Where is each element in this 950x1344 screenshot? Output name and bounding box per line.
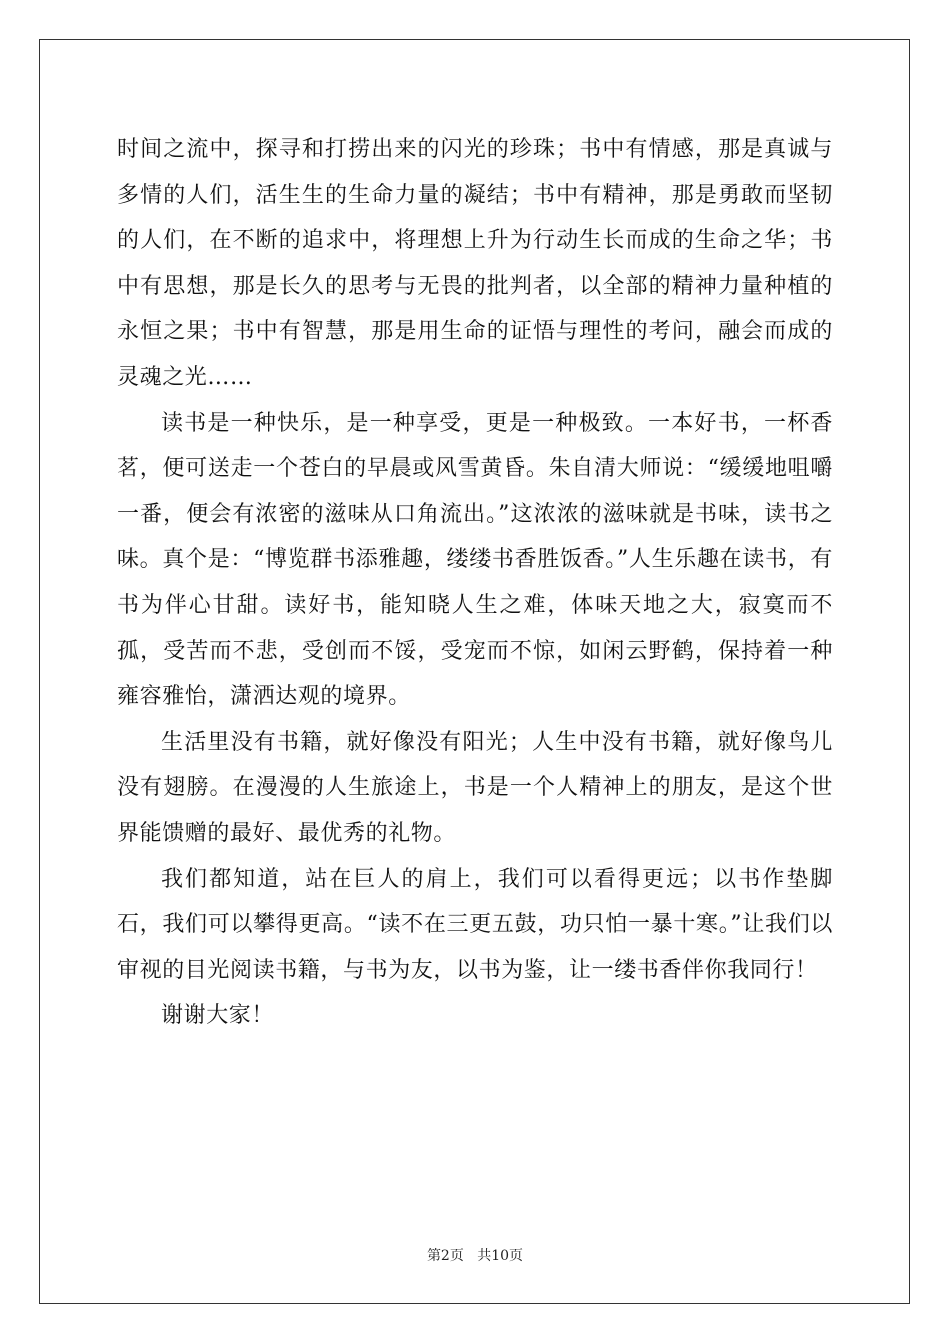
paragraph-4: 我们都知道，站在巨人的肩上，我们可以看得更远；以书作垫脚石，我们可以攀得更高。“读不在三更五鼓，功只怕一暴十寒。”让我们以审视的目光阅读书籍，与书为友，以书为鉴，让一缕书香伴你我同行！ bbox=[117, 866, 833, 983]
paragraph-3: 生活里没有书籍，就好像没有阳光；人生中没有书籍，就好像鸟儿没有翅膀。在漫漫的人生旅途上，书是一个人精神上的朋友，是这个世界能馈赠的最好、最优秀的礼物。 bbox=[117, 729, 833, 846]
document-body bbox=[117, 127, 833, 1039]
paragraph-5: 谢谢大家！ bbox=[161, 1003, 275, 1029]
page-number: 第2页 bbox=[426, 1248, 464, 1264]
page-footer bbox=[0, 1245, 950, 1265]
paragraph-2: 读书是一种快乐，是一种享受，更是一种极致。一本好书，一杯香茗，便可送走一个苍白的早晨或风雪黄昏。朱自清大师说：“缓缓地咀嚼一番，便会有浓密的滋味从口角流出。”这浓浓的滋味就是书味，读书之味。真个是：“博览群书添雅趣，缕缕书香胜饭香。”人生乐趣在读书，有书为伴心甘甜。读好书，能知晓人生之难，体味天地之大，寂寞而不孤，受苦而不悲，受创而不馁，受宠而不惊，如闲云野鹤，保持着一种雍容雅怡，潇洒达观的境界。 bbox=[117, 410, 833, 710]
page-total: 共10页 bbox=[477, 1248, 524, 1264]
paragraph-1: 时间之流中，探寻和打捞出来的闪光的珍珠；书中有情感，那是真诚与多情的人们，活生生的生命力量的凝结；书中有精神，那是勇敢而坚韧的人们，在不断的追求中，将理想上升为行动生长而成的生命之华；书中有思想，那是长久的思考与无畏的批判者，以全部的精神力量种植的永恒之果；书中有智慧，那是用生命的证悟与理性的考问，融会而成的灵魂之光…… bbox=[117, 137, 833, 390]
